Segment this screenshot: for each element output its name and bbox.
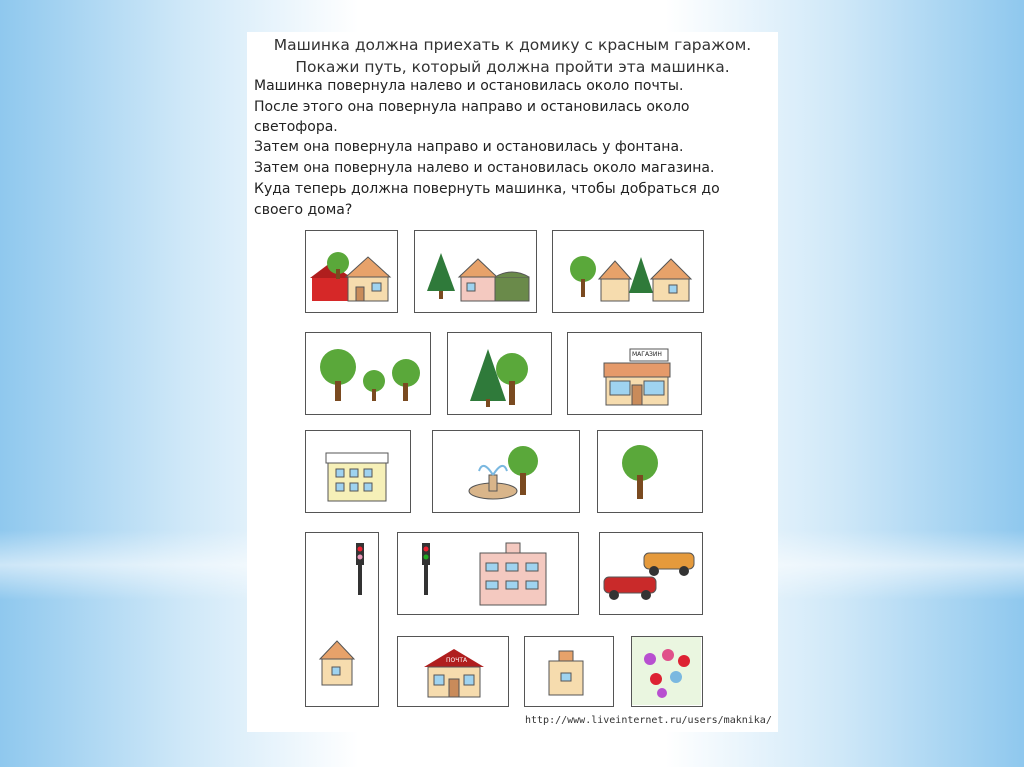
post-sign: ПОЧТА [446,657,468,664]
step-5-cont: своего дома? [254,202,353,218]
tile-traffic-light-block[interactable] [397,532,579,615]
step-1: Машинка повернула налево и остановилась около почты. [254,78,684,94]
step-3: Затем она повернула направо и остановилась у фонтана. [254,139,684,155]
tile-small-house[interactable] [524,636,614,707]
step-2: После этого она повернула направо и остановилась около [254,99,690,115]
step-5: Куда теперь должна повернуть машинка, чтобы добраться до [254,181,720,197]
tile-post-office[interactable] [397,636,509,707]
tile-red-garage-house[interactable] [305,230,398,313]
tile-school-building[interactable] [305,430,411,513]
tile-houses-trees[interactable] [552,230,704,313]
tile-single-tree[interactable] [597,430,703,513]
tile-pine-and-tree[interactable] [447,332,552,415]
tile-green-garage-house[interactable] [414,230,537,313]
step-2-cont: светофора. [254,119,338,135]
source-url[interactable]: http://www.liveinternet.ru/users/maknika/ [525,715,772,726]
tile-cars[interactable] [599,532,703,615]
worksheet [247,32,778,732]
tile-three-trees[interactable] [305,332,431,415]
tile-shop[interactable] [567,332,702,415]
task-title-line1: Машинка должна приехать к домику с красным гаражом. [273,36,752,54]
shop-sign: МАГАЗИН [632,351,662,358]
tile-fountain[interactable] [432,430,580,513]
tile-lights-and-house[interactable] [305,532,379,707]
step-4: Затем она повернула налево и остановилась около магазина. [254,160,715,176]
task-title-line2: Покажи путь, который должна пройти эта машинка. [295,58,730,76]
tile-flowers[interactable] [631,636,703,707]
